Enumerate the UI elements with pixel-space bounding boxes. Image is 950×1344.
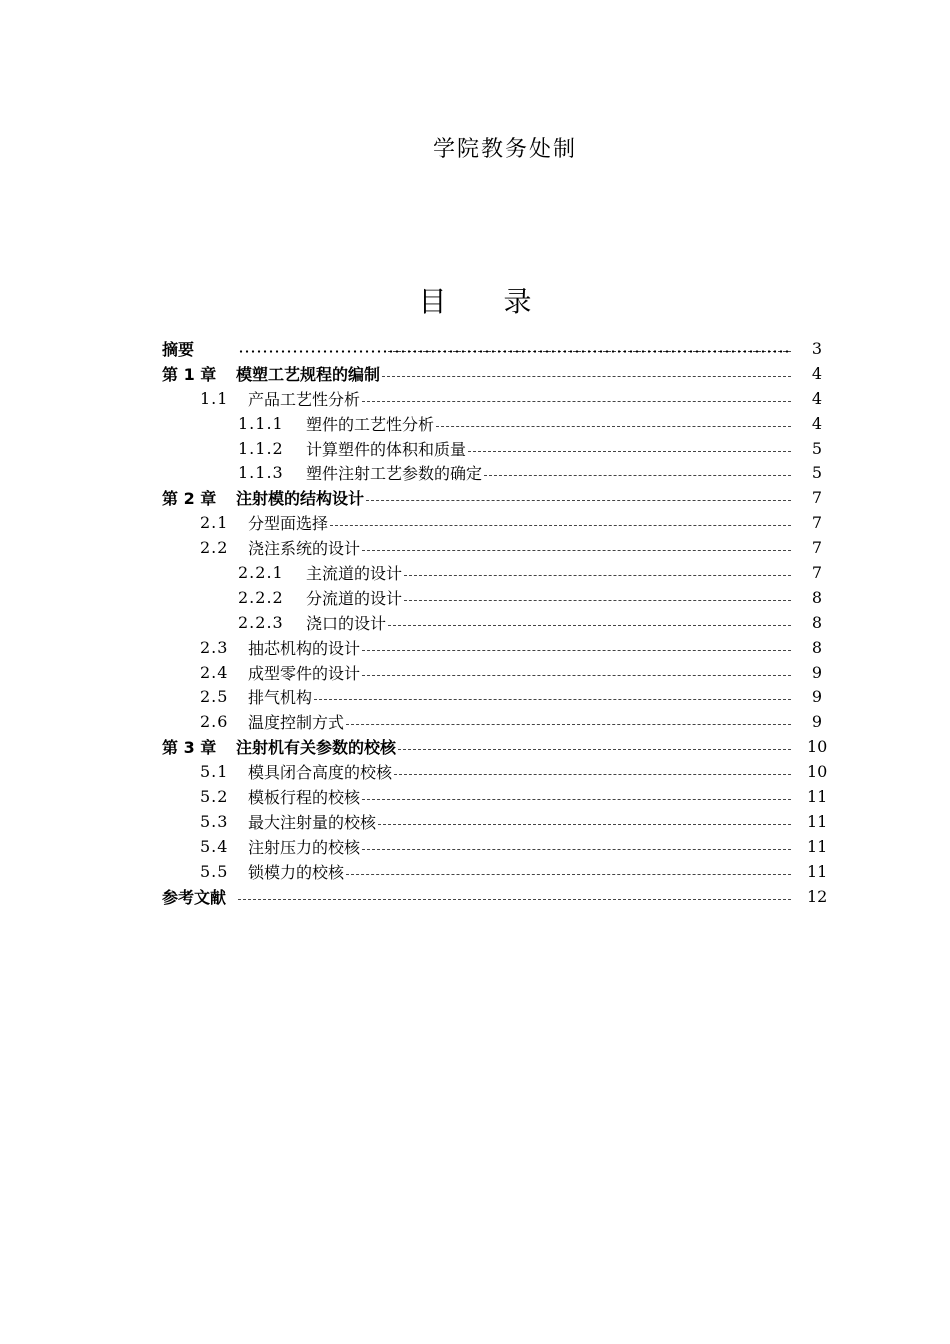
toc-entry[interactable] (162, 635, 827, 660)
dot-leader (404, 600, 791, 601)
toc-entry-title: 抽芯机构的设计 (248, 638, 361, 658)
dot-leader (378, 824, 791, 825)
toc-entry-title: 温度控制方式 (248, 713, 345, 733)
toc-entry[interactable] (162, 684, 827, 709)
toc-entry[interactable] (162, 709, 827, 734)
toc-entry-title: 计算塑件的体积和质量 (306, 439, 467, 459)
dot-leader (346, 874, 791, 875)
dot-leader (346, 724, 791, 725)
toc-entry[interactable] (162, 436, 827, 461)
toc-entry[interactable] (162, 859, 827, 884)
toc-entry-number: 第 1 章 (162, 364, 217, 384)
toc-entry-number: 1.1.3 (238, 463, 284, 483)
toc-entry[interactable] (162, 336, 827, 361)
dot-leader (484, 475, 791, 476)
dot-leader (394, 774, 791, 775)
toc-entry-page: 10 (807, 762, 828, 782)
dot-leader (362, 849, 791, 850)
dot-leader (330, 525, 791, 526)
toc-entry-number: 5.1 (200, 762, 229, 782)
toc-entry-number: 1.1.1 (238, 413, 284, 433)
toc-entry-page: 8 (811, 587, 823, 607)
dot-leader (366, 500, 791, 501)
toc-entry-page: 7 (811, 562, 823, 582)
toc-entry-page: 11 (807, 836, 828, 856)
toc-entry-page: 11 (807, 811, 828, 831)
dot-leader (362, 675, 791, 676)
toc-entry[interactable] (162, 734, 827, 759)
toc-entry-title: 注射机有关参数的校核 (236, 738, 397, 758)
toc-entry-number: 参考文献 (162, 887, 227, 907)
toc-title: 目 录 (418, 285, 556, 318)
toc-entry-number: 5.5 (200, 861, 229, 881)
toc-entry[interactable] (162, 485, 827, 510)
dot-leader (404, 575, 791, 576)
toc-entry-page: 5 (811, 463, 823, 483)
dot-leader (362, 799, 791, 800)
toc-entry-number: 1.1 (200, 388, 229, 408)
toc-entry-page: 3 (811, 338, 823, 358)
dot-leader (398, 749, 791, 750)
toc-entry-title: 分流道的设计 (306, 588, 403, 608)
toc-entry-page: 7 (811, 538, 823, 558)
toc-entry-number: 2.3 (200, 637, 229, 657)
toc-entry-number: 2.5 (200, 687, 229, 707)
toc-entry-page: 11 (807, 861, 828, 881)
toc-entry-number: 5.3 (200, 811, 229, 831)
toc-entry-page: 5 (811, 438, 823, 458)
toc-entry-title: 产品工艺性分析 (248, 389, 361, 409)
dot-leader (382, 376, 791, 377)
toc-entry-page: 9 (811, 687, 823, 707)
toc-entry-page: 7 (811, 513, 823, 533)
toc-entry[interactable] (162, 784, 827, 809)
toc-entry[interactable] (162, 759, 827, 784)
toc-entry-page: 10 (807, 737, 828, 757)
toc-entry-title: 浇口的设计 (306, 613, 387, 633)
toc-entry-title: 最大注射量的校核 (248, 812, 377, 832)
toc-entry-page: 8 (811, 637, 823, 657)
table-of-contents (162, 336, 827, 908)
toc-entry-number: 第 3 章 (162, 738, 217, 758)
toc-entry-title: 锁模力的校核 (248, 862, 345, 882)
dot-leader (314, 699, 791, 700)
toc-entry[interactable] (162, 809, 827, 834)
toc-entry-page: 7 (811, 488, 823, 508)
toc-entry[interactable] (162, 884, 827, 909)
toc-entry-number: 2.4 (200, 662, 229, 682)
toc-entry[interactable] (162, 411, 827, 436)
toc-entry-title: 主流道的设计 (306, 563, 403, 583)
dot-leader (436, 426, 791, 427)
dot-leader (388, 625, 791, 626)
toc-entry-title: 模板行程的校核 (248, 787, 361, 807)
toc-entry-number: 2.2.1 (238, 562, 284, 582)
toc-entry[interactable] (162, 510, 827, 535)
toc-entry-title: 注射模的结构设计 (236, 489, 365, 509)
toc-entry[interactable] (162, 460, 827, 485)
toc-entry-page: 12 (807, 886, 828, 906)
toc-entry[interactable] (162, 535, 827, 560)
toc-entry-number: 2.2 (200, 538, 229, 558)
toc-entry-page: 8 (811, 612, 823, 632)
dot-leader (362, 650, 791, 651)
toc-entry-number: 2.2.3 (238, 612, 284, 632)
toc-entry-title: 成型零件的设计 (248, 663, 361, 683)
dot-leader (238, 899, 791, 900)
dot-leader (468, 451, 791, 452)
dot-leader (362, 550, 791, 551)
toc-entry-title: 注射压力的校核 (248, 837, 361, 857)
toc-entry-title: 分型面选择 (248, 514, 329, 534)
toc-entry-number: 2.2.2 (238, 587, 284, 607)
toc-entry-page: 4 (811, 388, 823, 408)
toc-entry-title: 模具闭合高度的校核 (248, 763, 393, 783)
toc-entry-page: 11 (807, 786, 828, 806)
toc-entry-page: 9 (811, 712, 823, 732)
toc-entry[interactable] (162, 361, 827, 386)
toc-entry[interactable] (162, 610, 827, 635)
toc-entry-page: 4 (811, 413, 823, 433)
toc-entry-number: 2.1 (200, 513, 229, 533)
toc-entry[interactable] (162, 834, 827, 859)
toc-entry-title: 塑件的工艺性分析 (306, 414, 435, 434)
toc-entry-number: 2.6 (200, 712, 229, 732)
toc-entry-page: 9 (811, 662, 823, 682)
issuing-office-text: 学院教务处制 (432, 137, 577, 162)
toc-entry-number: 1.1.2 (238, 438, 284, 458)
toc-entry-number: 5.2 (200, 786, 229, 806)
toc-entry-number: 5.4 (200, 836, 229, 856)
dot-leader (238, 350, 791, 353)
dot-leader (362, 401, 791, 402)
toc-entry-title: 模塑工艺规程的编制 (236, 364, 381, 384)
toc-entry[interactable] (162, 386, 827, 411)
toc-entry-page: 4 (811, 363, 823, 383)
toc-entry-number: 第 2 章 (162, 489, 217, 509)
toc-entry-title: 浇注系统的设计 (248, 539, 361, 559)
toc-entry-title: 排气机构 (248, 688, 313, 708)
toc-entry-title: 塑件注射工艺参数的确定 (306, 464, 483, 484)
toc-entry[interactable] (162, 585, 827, 610)
toc-entry[interactable] (162, 660, 827, 685)
toc-entry-number: 摘要 (162, 339, 195, 359)
toc-entry[interactable] (162, 560, 827, 585)
